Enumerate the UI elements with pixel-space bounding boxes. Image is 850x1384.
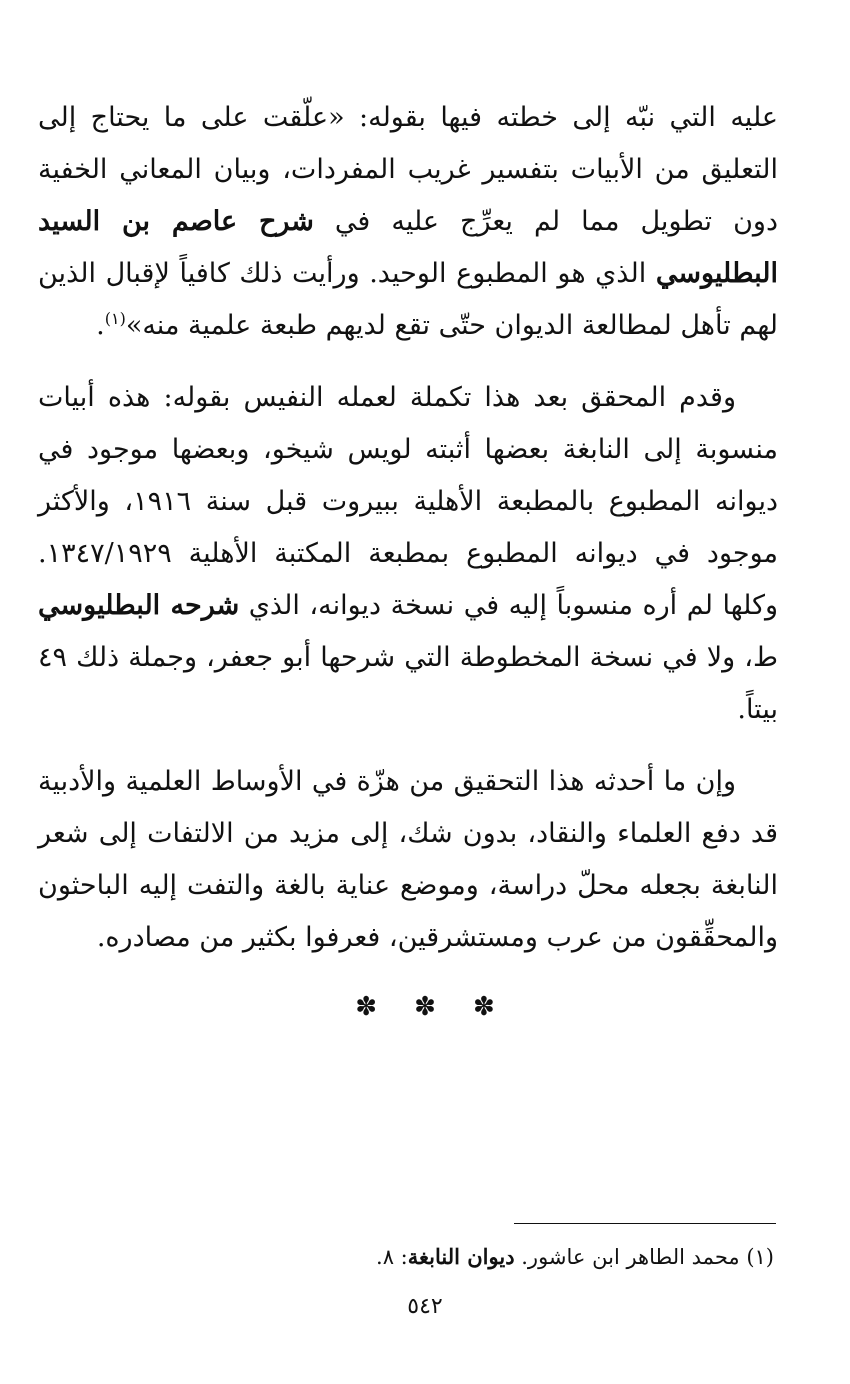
paragraph-impact — [38, 756, 778, 964]
paragraph-2-text-b: ط، ولا في نسخة المخطوطة التي شرحها أبو جعفر، وجملة ذلك ٤٩ بيتاً. — [38, 642, 778, 725]
paragraph-1-text-a: عليه التي نبّه إلى خطته فيها بقوله: «علّقت على ما يحتاج إلى التعليق من الأبيات بتفسير غريب المفردات، وبيان المعاني الخفية دون تطويل مما لم يعرِّج عليه في — [38, 102, 778, 237]
paragraph-2-bold-commentary: شرحه البطليوسي — [38, 590, 240, 621]
footnote-number: (١) — [746, 1245, 774, 1269]
paragraph-1-bold-book-title: شرح عاصم بن السيد البطليوسي — [38, 206, 778, 289]
paragraph-1-text-c: . — [96, 310, 105, 341]
ornament-icon: ✽ — [414, 992, 436, 1022]
paragraph-attributed-verses — [38, 372, 778, 736]
paragraph-3-text: وإن ما أحدثه هذا التحقيق من هزّة في الأوساط العلمية والأدبية قد دفع العلماء والنقاد، بدون شك، إلى مزيد من الالتفات إلى شعر النابغة بجعله محلّ دراسة، وموضع عناية بالغة والتفت إليه الباحثون والمحقِّقون من عرب ومستشرقين، فعرفوا بكثير من مصادره. — [38, 766, 778, 953]
page-number: ٥٤٢ — [407, 1294, 443, 1319]
footnote-reference[interactable]: (١) — [104, 309, 126, 328]
ornament-icon: ✽ — [355, 992, 377, 1022]
section-divider-ornaments — [0, 992, 850, 1022]
ornament-icon: ✽ — [472, 992, 495, 1022]
footnote-book-title: ديوان النابغة — [407, 1244, 515, 1269]
paragraph-quote — [38, 92, 778, 352]
footnote-divider — [514, 1223, 776, 1224]
paragraph-1-text-b: الذي هو المطبوع الوحيد. ورأيت ذلك كافياً لإقبال الذين لهم تأهل لمطالعة الديوان حتّى تقع لديهم طبعة علمية منه» — [38, 258, 778, 341]
main-text — [38, 92, 778, 964]
footnote-page: : ٨. — [376, 1245, 408, 1269]
paragraph-2-text-a: وقدم المحقق بعد هذا تكملة لعمله النفيس بقوله: هذه أبيات منسوبة إلى النابغة بعضها أثبته لويس شيخو، وبعضها موجود في ديوانه المطبوع بالمطبعة الأهلية ببيروت قبل سنة ١٩١٦، والأكثر موجود في ديوانه المطبوع بمطبعة المكتبة الأهلية ١٣٤٧/١٩٢٩. وكلها لم أره منسوباً إليه في نسخة ديوانه، الذي — [38, 382, 779, 621]
footnote — [74, 1238, 774, 1276]
footnote-author: محمد الطاهر ابن عاشور. — [521, 1245, 740, 1269]
